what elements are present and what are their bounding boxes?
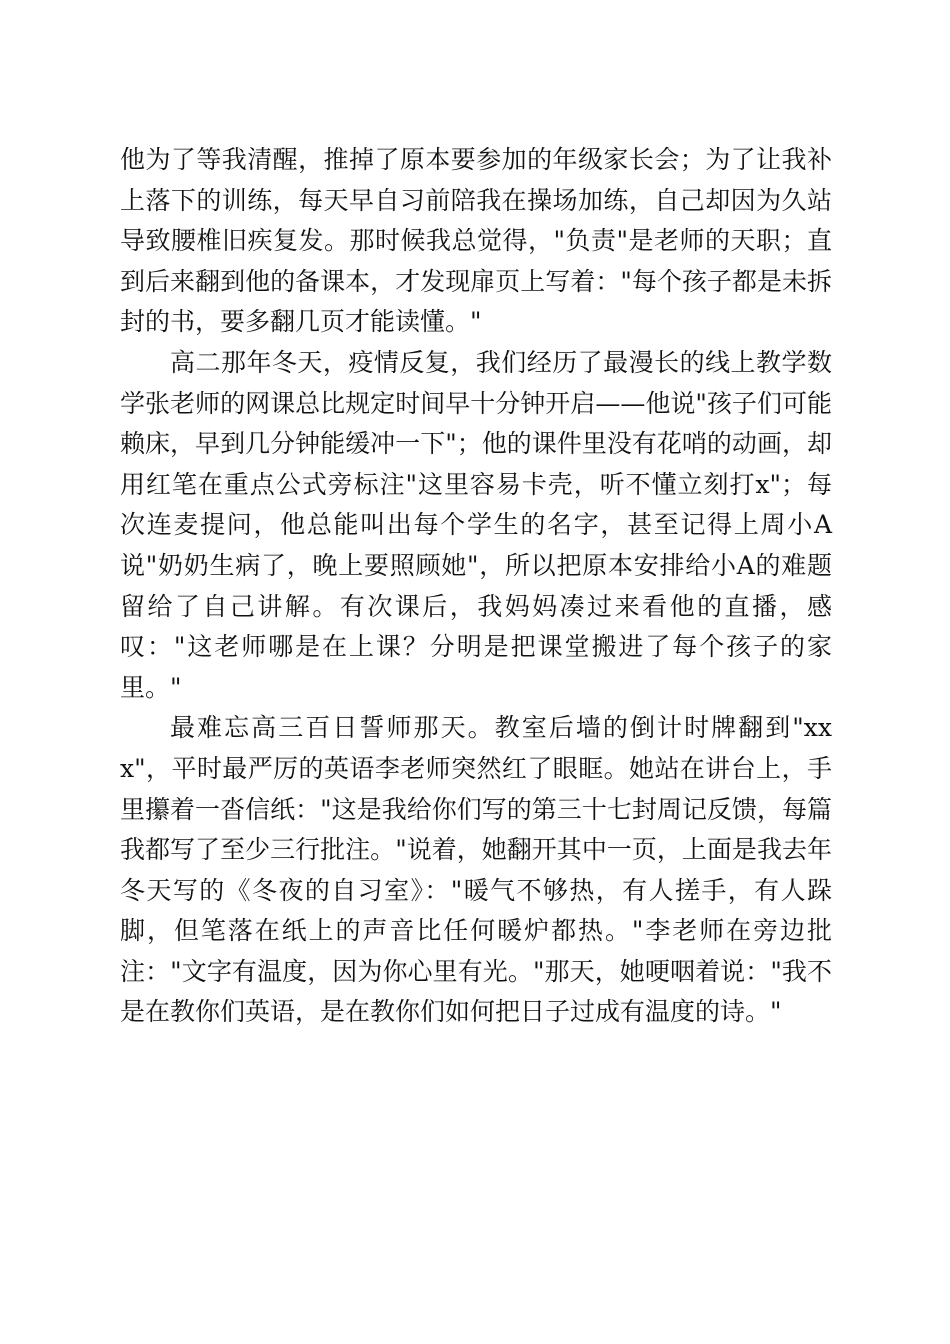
paragraph-pledge-day: 最难忘高三百日誓师那天。教室后墙的倒计时牌翻到"xxx"，平时最严厉的英语李老师突然红了眼眶。她站在讲台上，手里攥着一沓信纸："这是我给你们写的第三十七封周记反馈，每篇我都写了至少三行批注。"说着，她翻开其中一页，上面是我去年冬天写的《冬夜的自习室》："暖气不够热，有人搓手，有人跺脚，但笔落在纸上的声音比任何暖炉都热。"李老师在旁边批注："文字有温度，因为你心里有光。"那天，她哽咽着说："我不是在教你们英语，是在教你们如何把日子过成有温度的诗。" (120, 713, 832, 1027)
paragraph-online-teaching: 高二那年冬天，疫情反复，我们经历了最漫长的线上教学数学张老师的网课总比规定时间早十分钟开启——他说"孩子们可能赖床，早到几分钟能缓冲一下"；他的课件里没有花哨的动画，却用红笔在重点公式旁标注"这里容易卡壳，听不懂立刻打x"；每次连麦提问，他总能叫出每个学生的名字，甚至记得上周小A说"奶奶生病了，晚上要照顾她"，所以把原本安排给小A的难题留给了自己讲解。有次课后，我妈妈凑过来看他的直播，感叹："这老师哪是在上课？分明是把课堂搬进了每个孩子的家里。" (120, 347, 832, 702)
paragraph-continued: 他为了等我清醒，推掉了原本要参加的年级家长会；为了让我补上落下的训练，每天早自习前陪我在操场加练，自己却因为久站导致腰椎旧疾复发。那时候我总觉得，"负责"是老师的天职；直到后来翻到他的备课本，才发现扉页上写着："每个孩子都是未拆封的书，要多翻几页才能读懂。" (120, 145, 832, 337)
body-text (120, 140, 832, 1033)
